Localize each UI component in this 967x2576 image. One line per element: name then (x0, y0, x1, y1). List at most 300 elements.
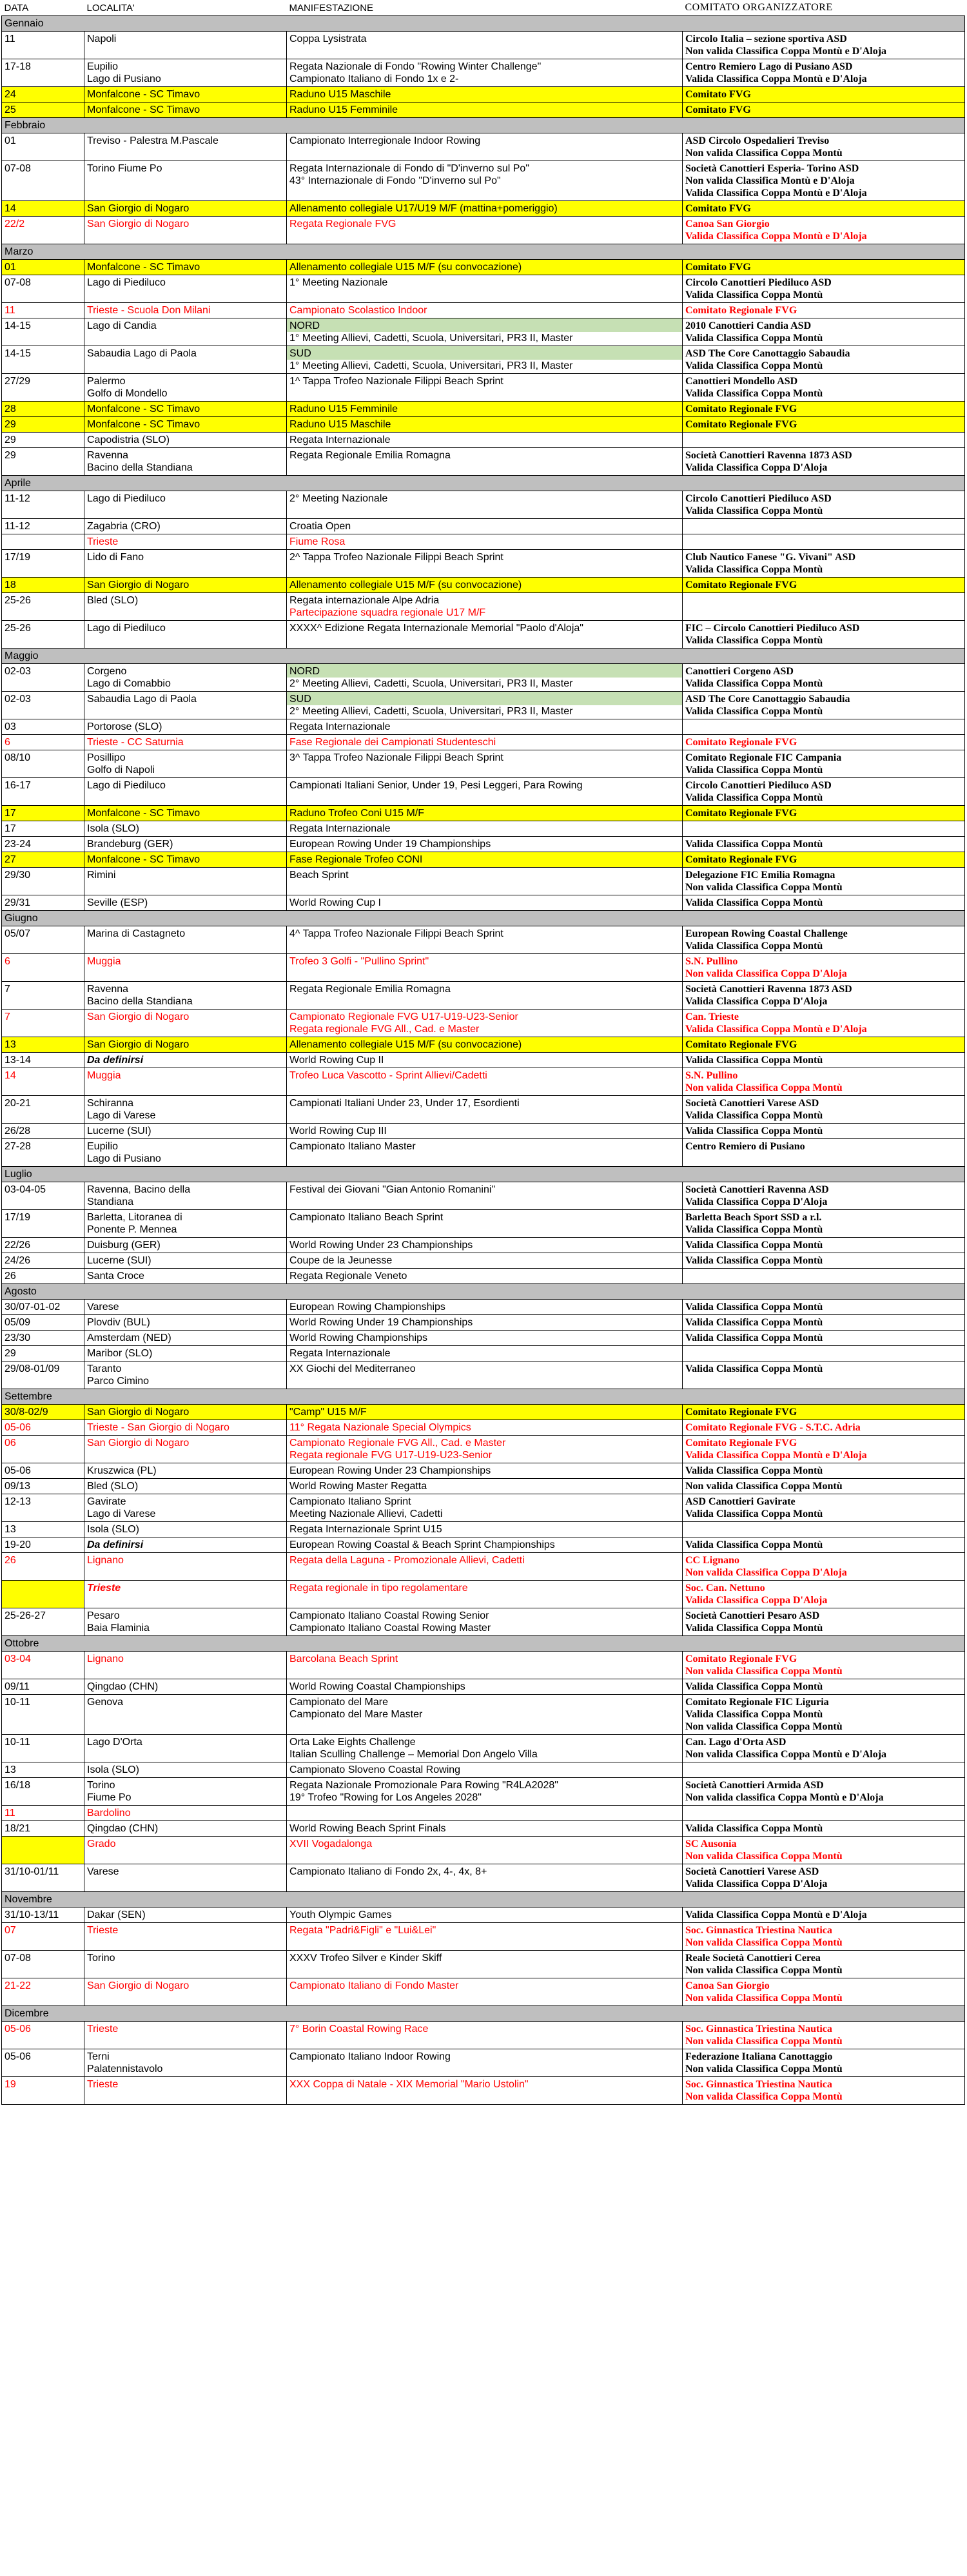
month-row (2, 1389, 965, 1405)
organizer-cell (683, 1695, 965, 1735)
organizer-cell (683, 1679, 965, 1695)
event-cell-line: Campionato Italiano Coastal Rowing Master (289, 1623, 491, 1634)
location-cell (84, 346, 287, 374)
date-cell: 17 (2, 806, 84, 821)
date-cell: 14-15 (2, 318, 84, 346)
organizer-cell-line: Comitato Regionale FIC Liguria (685, 1697, 829, 1708)
organizer-cell-line (685, 520, 962, 532)
organizer-cell (683, 318, 965, 346)
location-cell (84, 417, 287, 433)
location-cell-line: Eupilio (87, 61, 119, 72)
location-cell (84, 1695, 287, 1735)
organizer-cell-line: Non valida Classifica Coppa Montù (685, 1082, 843, 1093)
event-cell-line: Croatia Open (289, 521, 351, 532)
location-cell-line: Lago di Piediluco (87, 623, 166, 634)
event-cell-line: Campionato Regionale FVG U17-U19-U23-Senior (289, 1011, 518, 1022)
organizer-cell (683, 852, 965, 868)
table-row (2, 519, 965, 534)
table-row (2, 1124, 965, 1139)
event-cell (287, 519, 683, 534)
table-row (2, 318, 965, 346)
location-cell (84, 852, 287, 868)
location-cell-line: Torino Fiume Po (87, 163, 162, 174)
location-cell (84, 201, 287, 217)
table-row (2, 133, 965, 161)
event-cell-line: Allenamento collegiale U15 M/F (su convocazione) (289, 580, 522, 590)
location-cell (84, 1652, 287, 1679)
table-row (2, 1463, 965, 1479)
table-row (2, 102, 965, 118)
organizer-cell-line: European Rowing Coastal Challenge (685, 928, 848, 939)
location-cell (84, 102, 287, 118)
date-cell: 17-18 (2, 59, 84, 87)
location-cell-line: Capodistria (SLO) (87, 434, 170, 445)
location-cell (84, 491, 287, 519)
event-cell-line: Italian Sculling Challenge – Memorial Don Angelo Villa (289, 1749, 538, 1760)
organizer-cell-line: Centro Remiero Lago di Pusiano ASD (685, 61, 853, 72)
location-cell (84, 868, 287, 895)
organizer-cell-line: Valida Classifica Coppa Montù (685, 388, 823, 399)
date-cell: 6 (2, 954, 84, 982)
organizer-cell-line: Circolo Canottieri Piediluco ASD (685, 780, 832, 791)
organizer-cell (683, 133, 965, 161)
table-row (2, 1420, 965, 1436)
organizer-cell-line: Società Canottieri Ravenna ASD (685, 1184, 829, 1195)
table-row (2, 1522, 965, 1537)
organizer-cell-line: Comitato Regionale FVG (685, 305, 797, 316)
location-cell-line: Lignano (87, 1654, 124, 1664)
event-cell-line: Coppa Lysistrata (289, 34, 367, 44)
table-row (2, 1331, 965, 1346)
table-row (2, 1405, 965, 1420)
event-cell (287, 1405, 683, 1420)
date-cell: 31/10-13/11 (2, 1908, 84, 1923)
location-cell (84, 161, 287, 201)
organizer-cell-line: Valida Classifica Coppa D'Aloja (685, 996, 828, 1007)
date-cell: 07-08 (2, 275, 84, 303)
organizer-cell-line: Valida Classifica Coppa Montù e D'Aloja (685, 231, 867, 242)
location-cell-line: San Giorgio di Nogaro (87, 203, 190, 214)
organizer-cell (683, 1581, 965, 1608)
organizer-cell-line: Valida Classifica Coppa D'Aloja (685, 1196, 828, 1207)
calendar-body (2, 16, 965, 2105)
organizer-cell-line: ASD Circolo Ospedalieri Treviso (685, 135, 830, 146)
location-cell-line: Ponente P. Mennea (87, 1224, 177, 1235)
date-cell: 29/08-01/09 (2, 1361, 84, 1389)
event-cell (287, 102, 683, 118)
organizer-cell-line: Valida Classifica Coppa Montù (685, 1363, 823, 1374)
table-row (2, 1837, 965, 1864)
date-cell: 03-04 (2, 1652, 84, 1679)
location-cell (84, 837, 287, 852)
event-cell (287, 1139, 683, 1167)
event-cell-line: Campionato Italiano di Fondo 2x, 4-, 4x, 8+ (289, 1866, 487, 1877)
table-row (2, 1053, 965, 1068)
location-cell (84, 1010, 287, 1037)
event-cell (287, 2077, 683, 2105)
table-row (2, 534, 965, 550)
date-cell: 11 (2, 1806, 84, 1821)
event-cell-line: 43° Internazionale di Fondo "D'inverno sul Po" (289, 175, 501, 186)
date-cell: 05/07 (2, 926, 84, 954)
event-cell (287, 1269, 683, 1284)
table-row (2, 852, 965, 868)
location-cell-line: Lago di Varese (87, 1110, 156, 1121)
organizer-cell-line: Non valida Classifica Coppa Montù (685, 1937, 843, 1948)
date-cell (2, 534, 84, 550)
organizer-cell (683, 1923, 965, 1951)
date-cell: 10-11 (2, 1695, 84, 1735)
organizer-cell (683, 433, 965, 448)
organizer-cell-line: Comitato Regionale FVG (685, 1407, 797, 1418)
event-cell-line: Regata regionale in tipo regolamentare (289, 1583, 468, 1594)
location-cell (84, 1269, 287, 1284)
date-cell: 27-28 (2, 1139, 84, 1167)
location-cell (84, 550, 287, 578)
event-cell-line: Campionato del Mare Master (289, 1709, 423, 1720)
location-cell (84, 692, 287, 719)
event-cell (287, 895, 683, 911)
location-cell (84, 1124, 287, 1139)
calendar-table (1, 0, 965, 2105)
organizer-cell-line: Comitato Regionale FIC Campania (685, 752, 842, 763)
location-cell-line: Palatennistavolo (87, 2064, 163, 2074)
event-cell (287, 664, 683, 692)
location-cell (84, 1139, 287, 1167)
event-cell (287, 1735, 683, 1762)
location-cell-line: Seville (ESP) (87, 897, 148, 908)
organizer-cell-line: Valida Classifica Coppa Montù (685, 1709, 823, 1720)
location-cell-line: Marina di Castagneto (87, 928, 186, 939)
location-cell (84, 735, 287, 750)
date-cell: 29 (2, 448, 84, 476)
organizer-cell-line: Società Canottieri Ravenna 1873 ASD (685, 984, 852, 995)
organizer-cell-line: Valida Classifica Coppa Montù (685, 941, 823, 951)
table-row (2, 1238, 965, 1253)
date-cell: 09/13 (2, 1479, 84, 1494)
location-cell (84, 275, 287, 303)
location-cell (84, 954, 287, 982)
table-row (2, 1864, 965, 1892)
location-cell-line: Lago di Piediluco (87, 493, 166, 504)
event-cell (287, 1778, 683, 1806)
table-row (2, 1436, 965, 1463)
location-cell-line: Bled (SLO) (87, 1481, 139, 1492)
event-cell-line: Campionato Sloveno Coastal Rowing (289, 1764, 461, 1775)
organizer-cell-line: Valida Classifica Coppa Montù (685, 1681, 823, 1692)
event-cell (287, 2049, 683, 2077)
organizer-cell (683, 260, 965, 275)
location-cell-line: Lago di Piediluco (87, 277, 166, 288)
organizer-cell-line: FIC – Circolo Canottieri Piediluco ASD (685, 623, 860, 634)
date-cell: 17 (2, 821, 84, 837)
event-cell (287, 1608, 683, 1636)
organizer-cell-line: Valida Classifica Coppa Montù e D'Aloja (685, 1909, 867, 1920)
table-row (2, 837, 965, 852)
event-cell-line: Campionato del Mare (289, 1697, 388, 1708)
event-cell (287, 275, 683, 303)
month-label: Maggio (2, 649, 965, 664)
table-row (2, 750, 965, 778)
location-cell-line: Terni (87, 2051, 110, 2062)
location-cell (84, 1735, 287, 1762)
organizer-cell (683, 1315, 965, 1331)
event-cell-line: NORD (287, 664, 682, 678)
month-row (2, 649, 965, 664)
location-cell-line: San Giorgio di Nogaro (87, 580, 190, 590)
location-cell-line: Posillipo (87, 752, 126, 763)
month-row (2, 1636, 965, 1652)
table-row (2, 719, 965, 735)
location-cell-line: Napoli (87, 34, 117, 44)
date-cell: 05-06 (2, 2049, 84, 2077)
location-cell-line: San Giorgio di Nogaro (87, 219, 190, 229)
date-cell: 08/10 (2, 750, 84, 778)
month-label: Novembre (2, 1892, 965, 1908)
event-cell-line: Regata Internazionale (289, 823, 391, 834)
event-cell (287, 448, 683, 476)
organizer-cell (683, 1420, 965, 1436)
event-cell-line: 4^ Tappa Trofeo Nazionale Filippi Beach Sprint (289, 928, 503, 939)
event-cell (287, 491, 683, 519)
location-cell-line: Trieste (87, 2024, 119, 2034)
organizer-cell-line: Valida Classifica Coppa Montù (685, 1126, 823, 1137)
location-cell-line: Plovdiv (BUL) (87, 1317, 150, 1328)
location-cell (84, 318, 287, 346)
date-cell: 20-21 (2, 1096, 84, 1124)
table-header-row (2, 0, 965, 16)
location-cell-line: Sabaudia Lago di Paola (87, 694, 197, 705)
month-label: Ottobre (2, 1636, 965, 1652)
event-cell-line: Campionato Italiano di Fondo Master (289, 1980, 459, 1991)
event-cell-line: 2° Meeting Nazionale (289, 493, 388, 504)
location-cell-line: Eupilio (87, 1141, 119, 1152)
organizer-cell-line: Valida Classifica Coppa Montù (685, 1508, 823, 1519)
event-cell-line: Raduno Trofeo Coni U15 M/F (289, 808, 424, 819)
table-row (2, 550, 965, 578)
location-cell (84, 895, 287, 911)
table-row (2, 821, 965, 837)
location-cell (84, 260, 287, 275)
location-cell-line: San Giorgio di Nogaro (87, 1407, 190, 1418)
location-cell-line: Grado (87, 1839, 116, 1849)
event-cell-line: 7° Borin Coastal Rowing Race (289, 2024, 429, 2034)
month-row (2, 16, 965, 32)
organizer-cell-line (685, 1270, 962, 1282)
organizer-cell-line: Valida Classifica Coppa Montù (685, 1539, 823, 1550)
location-cell (84, 1553, 287, 1581)
organizer-cell (683, 621, 965, 649)
location-cell-line: Torino (87, 1953, 115, 1964)
organizer-cell-line: Valida Classifica Coppa D'Aloja (685, 1595, 828, 1606)
organizer-cell-line: Società Canottieri Varese ASD (685, 1866, 819, 1877)
location-cell-line: Bacino della Standiana (87, 996, 193, 1007)
date-cell: 02-03 (2, 664, 84, 692)
event-cell (287, 1821, 683, 1837)
location-cell-line: Ravenna (87, 984, 129, 995)
event-cell-line: Regata Nazionale di Fondo "Rowing Winter Challenge" (289, 61, 542, 72)
location-cell (84, 534, 287, 550)
organizer-cell-line: Valida Classifica Coppa Montù e D'Aloja (685, 73, 867, 84)
event-cell-line: Regata Regionale Veneto (289, 1271, 407, 1282)
location-cell (84, 1300, 287, 1315)
event-cell-line: Regata internazionale Alpe Adria (289, 595, 440, 606)
organizer-cell-line: Non valida classifica Coppa Montù e D'Aloja (685, 1792, 884, 1803)
event-cell (287, 1331, 683, 1346)
event-cell-line: Raduno U15 Femminile (289, 404, 398, 415)
table-row (2, 2049, 965, 2077)
organizer-cell-line: 2010 Canottieri Candia ASD (685, 320, 812, 331)
location-cell-line: Lucerne (SUI) (87, 1255, 151, 1266)
event-cell (287, 217, 683, 244)
location-cell-line: Trieste (87, 536, 119, 547)
event-cell-line: Regata Regionale Emilia Romagna (289, 984, 451, 995)
date-cell: 18 (2, 578, 84, 593)
location-cell (84, 1908, 287, 1923)
location-cell-line: San Giorgio di Nogaro (87, 1438, 190, 1449)
location-cell-line: Lago di Comabbio (87, 678, 171, 689)
date-cell: 05-06 (2, 1463, 84, 1479)
location-cell-line: Qingdao (CHN) (87, 1681, 159, 1692)
location-cell (84, 2049, 287, 2077)
organizer-cell (683, 821, 965, 837)
organizer-cell-line: Valida Classifica Coppa Montù (685, 678, 823, 689)
organizer-cell (683, 982, 965, 1010)
event-cell (287, 1096, 683, 1124)
organizer-cell-line: Valida Classifica Coppa D'Aloja (685, 1878, 828, 1889)
organizer-cell (683, 402, 965, 417)
organizer-cell-line: Comitato Regionale FVG (685, 1654, 797, 1664)
event-cell (287, 1864, 683, 1892)
date-cell: 05-06 (2, 2022, 84, 2049)
event-cell-line: World Rowing Master Regatta (289, 1481, 427, 1492)
location-cell (84, 1537, 287, 1553)
event-cell (287, 1522, 683, 1537)
organizer-cell (683, 448, 965, 476)
table-row (2, 260, 965, 275)
table-row (2, 1951, 965, 1978)
organizer-cell (683, 1762, 965, 1778)
event-cell-line: XXXX^ Edizione Regata Internazionale Memorial "Paolo d'Aloja" (289, 623, 583, 634)
date-cell: 16/18 (2, 1778, 84, 1806)
event-cell (287, 59, 683, 87)
event-cell (287, 534, 683, 550)
location-cell (84, 1806, 287, 1821)
event-cell (287, 550, 683, 578)
organizer-cell (683, 275, 965, 303)
table-row (2, 1139, 965, 1167)
organizer-cell-line: Federazione Italiana Canottaggio (685, 2051, 833, 2062)
table-row (2, 346, 965, 374)
organizer-cell-line: Valida Classifica Coppa Montù (685, 897, 823, 908)
location-cell-line: Schiranna (87, 1098, 134, 1109)
date-cell: 06 (2, 1436, 84, 1463)
event-cell (287, 433, 683, 448)
event-cell (287, 2022, 683, 2049)
event-cell-line: Regata "Padri&Figli" e "Lui&Lei" (289, 1925, 436, 1936)
organizer-cell-line (685, 1807, 962, 1819)
date-cell: 13 (2, 1037, 84, 1053)
event-cell-line: Fiume Rosa (289, 536, 346, 547)
location-cell (84, 1405, 287, 1420)
date-cell: 14 (2, 201, 84, 217)
location-cell-line: Monfalcone - SC Timavo (87, 104, 200, 115)
event-cell-line: Beach Sprint (289, 870, 349, 881)
location-cell-line: Sabaudia Lago di Paola (87, 348, 197, 359)
organizer-cell (683, 1139, 965, 1167)
organizer-cell-line: Non valida Classifica Coppa Montù e D'Aloja (685, 1749, 887, 1760)
location-cell (84, 303, 287, 318)
event-cell (287, 1238, 683, 1253)
location-cell (84, 1608, 287, 1636)
organizer-cell-line: Comitato FVG (685, 104, 751, 115)
date-cell: 6 (2, 735, 84, 750)
location-cell (84, 1463, 287, 1479)
location-cell (84, 1253, 287, 1269)
event-cell (287, 593, 683, 621)
date-cell: 14 (2, 1068, 84, 1096)
table-row (2, 1581, 965, 1608)
organizer-cell (683, 1735, 965, 1762)
event-cell (287, 778, 683, 806)
date-cell: 30/8-02/9 (2, 1405, 84, 1420)
organizer-cell (683, 692, 965, 719)
event-cell-line: NORD (287, 318, 682, 332)
organizer-cell-line (685, 721, 962, 733)
event-cell-line: Fase Regionale dei Campionati Studenteschi (289, 737, 496, 748)
organizer-cell (683, 1864, 965, 1892)
location-cell-line: Lignano (87, 1555, 124, 1566)
organizer-cell (683, 2022, 965, 2049)
organizer-cell-line: CC Lignano (685, 1555, 740, 1566)
location-cell-line: Trieste - San Giorgio di Nogaro (87, 1422, 230, 1433)
organizer-cell-line (685, 1347, 962, 1360)
location-cell (84, 1436, 287, 1463)
table-row (2, 1300, 965, 1315)
event-cell-line: World Rowing Cup I (289, 897, 381, 908)
organizer-cell (683, 102, 965, 118)
organizer-cell (683, 750, 965, 778)
organizer-cell (683, 895, 965, 911)
organizer-cell-line: Comitato Regionale FVG - S.T.C. Adria (685, 1422, 861, 1433)
event-cell-line: World Rowing Cup III (289, 1126, 387, 1137)
event-cell (287, 821, 683, 837)
location-cell (84, 1361, 287, 1389)
location-cell-line: Maribor (SLO) (87, 1348, 153, 1359)
location-cell (84, 133, 287, 161)
organizer-cell-line: Comitato FVG (685, 89, 751, 100)
event-cell-line: 1° Meeting Nazionale (289, 277, 388, 288)
organizer-cell (683, 1436, 965, 1463)
location-cell (84, 32, 287, 59)
location-cell-line: Qingdao (CHN) (87, 1823, 159, 1834)
event-cell-line: SUD (287, 692, 682, 705)
location-cell (84, 806, 287, 821)
location-cell (84, 59, 287, 87)
organizer-cell-line: Canoa San Giorgio (685, 1980, 770, 1991)
location-cell (84, 1951, 287, 1978)
organizer-cell-line (685, 1523, 962, 1536)
month-label: Aprile (2, 476, 965, 491)
date-cell: 25 (2, 102, 84, 118)
event-cell-line: World Rowing Coastal Championships (289, 1681, 465, 1692)
table-row (2, 1253, 965, 1269)
location-cell-line: Ravenna, Bacino della (87, 1184, 191, 1195)
event-cell-line: Campionato Italiano Indoor Rowing (289, 2051, 451, 2062)
date-cell: 09/11 (2, 1679, 84, 1695)
month-row (2, 911, 965, 926)
location-cell-line: Trieste (87, 1925, 119, 1936)
